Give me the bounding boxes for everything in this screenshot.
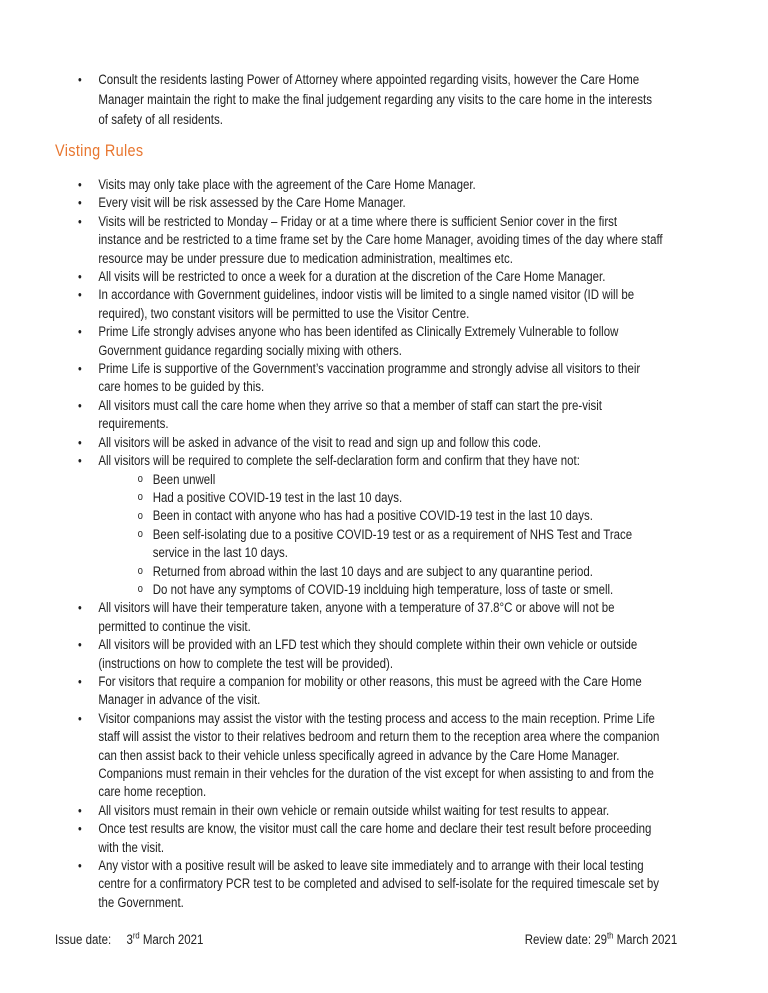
sub-rule-text: Been in contact with anyone who has had a positive COVID-19 test in the last 10 days. [152,508,593,524]
bullet-icon: • [77,73,82,87]
rule-item [77,857,662,912]
rule-text: All visitors will be required to complete the self-declaration form and confirm that they have not: [98,453,580,469]
section-heading: Visting Rules [55,141,144,160]
bullet-icon: • [77,638,82,653]
rule-item [77,599,662,636]
rule-item [77,213,663,268]
rule-text: All visitors will be provided with an LFD test which they should complete within their own vehicle or outside (instructions on how to complete the test will be provided). [98,637,638,671]
rule-text: All visitors must call the care home when they arrive so that a member of staff can start the pre-visit requirements. [98,397,602,432]
bullet-icon: • [77,214,82,229]
sub-rule-item [137,489,663,507]
rule-item [77,268,662,286]
rule-text: In accordance with Government guidelines, indoor vistis will be limited to a single named visitor (ID will be required), two constant visitors will be permitted to use the Visitor Centre. [98,287,635,321]
rule-item [77,323,662,360]
sub-bullet-icon: o [137,510,144,523]
rule-item [77,434,662,452]
bullet-icon: • [77,601,82,616]
bullet-icon: • [77,435,82,450]
rule-text: Visits may only take place with the agreement of the Care Home Manager. [98,177,476,192]
rule-text: Visitor companions may assist the vistor with the testing process and access to the main reception. Prime Life staff will assist the vistor to their relatives bedroom and return them to the reception area where the companion can then assist back to their vehicle unless specifically agreed in advance by the Care Home Manager. Companions must remain in their vehcles for the duration of the vist except for when assisting to and from the care home reception. [98,710,660,800]
rule-item [77,673,662,710]
sub-rule-text: Returned from abroad within the last 10 days and are subject to any quarantine period. [152,563,593,579]
bullet-icon: • [77,822,82,837]
rule-text: All visitors must remain in their own vehicle or remain outside whilst waiting for test results to appear. [98,802,610,818]
sub-bullet-icon: o [137,529,144,542]
rule-text: All visits will be restricted to once a week for a duration at the discretion of the Care Home Manager. [98,269,606,285]
bullet-icon: • [77,711,82,726]
bullet-icon: • [77,362,82,377]
issue-date-label: Issue date: [55,932,112,947]
rule-text: All visitors will have their temperature taken, anyone with a temperature of 37.8°C or above will not be permitted to continue the visit. [98,600,615,634]
rules-list [55,176,663,912]
bullet-icon: • [77,178,82,192]
review-date-rest: March 2021 [613,932,678,947]
review-date-ordinal: th [607,930,614,941]
bullet-icon: • [77,803,82,818]
sub-rule-text: Do not have any symptoms of COVID-19 inclduing high temperature, loss of taste or smell. [152,581,614,597]
rule-text: Every visit will be risk assessed by the Care Home Manager. [98,195,406,211]
rule-item [77,286,662,323]
bullet-icon: • [77,859,82,874]
bullet-icon: • [77,454,82,469]
sub-bullet-icon: o [137,492,144,505]
rule-text: Any vistor with a positive result will be asked to leave site immediately and to arrange with their local testing centre for a confirmatory PCR test to be completed and advised to self-isolate for the required timescale set by the Government. [98,858,659,910]
document-body [55,70,663,912]
review-date-label: Review date: [524,932,595,947]
sub-rule-item [137,563,663,581]
sub-bullet-icon: o [137,584,144,597]
rule-item [77,710,662,802]
footer [55,931,677,949]
rule-text: Visits will be restricted to Monday – Friday or at a time where there is sufficient Senior cover in the first instance and be restricted to a time frame set by the Care home Manager, avoiding times of the day where staff resource may be under pressure due to medication administration, mealtimes etc. [98,213,663,266]
sub-bullet-icon: o [137,566,144,579]
intro-bullet-list [55,70,663,130]
bullet-icon: • [77,674,82,689]
rule-item [77,176,662,194]
sub-rule-text: Had a positive COVID-19 test in the last 10 days. [152,489,403,505]
bullet-icon: • [77,288,82,303]
rule-text: For visitors that require a companion for mobility or other reasons, this must be agreed with the Care Home Manager in advance of the visit. [98,673,642,708]
rule-item [77,820,662,857]
issue-date [55,931,203,949]
issue-date-rest: March 2021 [139,932,204,947]
rule-item [77,360,662,397]
list-item [77,70,662,130]
rule-item [77,397,662,434]
rule-text: Prime Life strongly advises anyone who has been identifed as Clinically Extremely Vulnerable to follow Government guidance regarding socially mixing with others. [98,324,619,358]
sub-rule-item [137,526,663,563]
issue-date-value [126,932,203,947]
rule-text: Prime Life is supportive of the Government’s vaccination programme and strongly advise all visitors to their care homes to be guided by this. [98,361,641,395]
bullet-icon: • [77,398,82,413]
rule-text: Once test results are know, the visitor must call the care home and declare their test result before proceeding with the visit. [98,821,652,855]
sub-rule-item [137,581,663,599]
rule-item [77,452,662,599]
bullet-icon: • [77,270,82,285]
sub-rule-item [137,507,663,525]
rule-item [77,636,662,673]
intro-bullet-text: Consult the residents lasting Power of Attorney where appointed regarding visits, however the Care Home Manager maintain the right to make the final judgement regarding any visits to the care home in the interests of safety of all residents. [98,72,653,127]
sub-rule-item [137,471,663,489]
issue-date-ordinal: rd [132,930,140,941]
sub-bullet-icon: o [137,474,144,486]
bullet-icon: • [77,196,82,211]
rule-item [77,802,662,820]
sub-rule-text: Been self-isolating due to a positive COVID-19 test or as a requirement of NHS Test and Trace service in the last 10 days. [152,526,633,561]
rule-item [77,194,662,212]
rule-text: All visitors will be asked in advance of the visit to read and sign up and follow this code. [98,434,542,450]
sub-rules-list [98,471,662,600]
review-date [525,931,677,949]
review-date-day: 29 [594,932,608,947]
bullet-icon: • [77,325,82,340]
issue-date-day: 3 [126,932,133,947]
sub-rule-text: Been unwell [152,471,216,487]
